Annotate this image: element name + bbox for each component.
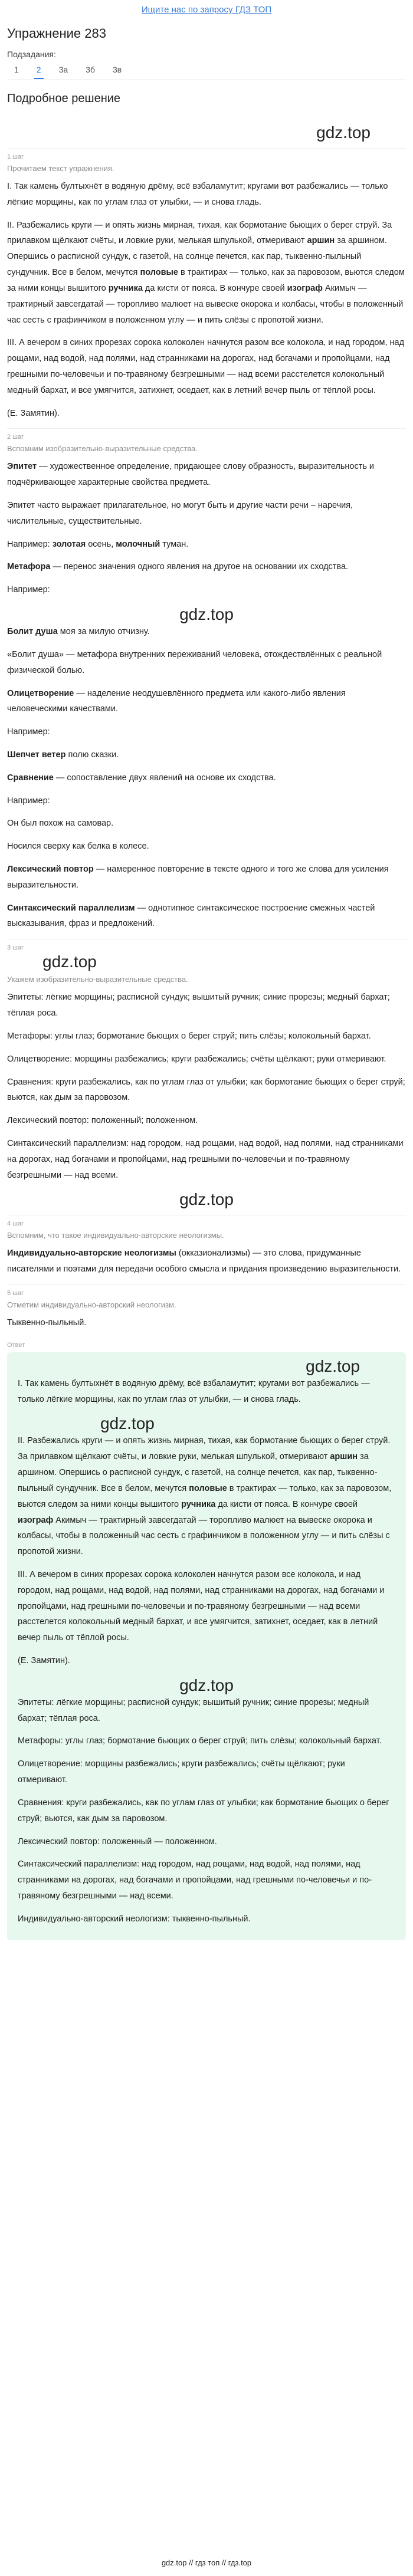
author: (Е. Замятин). — [7, 408, 60, 418]
step-instruction: Прочитаем текст упражнения. — [7, 164, 114, 173]
text-paragraph: III. А вечером в синих прорезах сорока колоколен начнутся разом все колокола, и над городом, над рощами, над водой, над полями, над странниками на дорогах, над богачами и пропойцами, над грешными по-человечьи и по-травяному безгрешными — над всеми расстелется колокольный медный бархат, и все умягчится, затихнет, оседает, как в летний вечер пыль от тёплой росы. — [7, 338, 405, 395]
definition-note: Эпитет часто выражает прилагательное, но могут быть и другие части речи – наречия, числительные, существительные. — [7, 501, 353, 526]
definition: Олицетворение — наделение неодушевлённого предмета или какого-либо явления человеческими качествами. — [7, 688, 346, 714]
tab-2[interactable]: 2 — [34, 64, 44, 79]
watermark: gdz.top — [179, 605, 234, 624]
definition: Синтаксический параллелизм — однотипное синтаксическое построение смежных частей высказывания, фраз и предложений. — [7, 903, 375, 929]
step-label: 3 шаг — [7, 939, 406, 951]
step-label: 4 шаг — [7, 1215, 406, 1227]
example-label: Например: — [7, 727, 50, 737]
step-label: 1 шаг — [7, 148, 406, 160]
section-title: Подробное решение — [7, 92, 121, 105]
tab-3a[interactable]: 3а — [58, 65, 68, 74]
example: Носился сверху как белка в колесе. — [7, 842, 149, 852]
definition: Лексический повтор — намеренное повторение в тексте одного и того же слова для усиления выразительности. — [7, 865, 389, 890]
example-label: Например: — [7, 585, 50, 595]
answer-label: Ответ — [7, 1341, 25, 1349]
step-instruction: Отметим индивидуально-авторский неологизм. — [7, 1300, 176, 1309]
neologism: Тыквенно-пыльный. — [7, 1318, 87, 1328]
list-item: Эпитеты: лёгкие морщины; расписной сундук; вышитый ручник; синие прорезы; медный бархат; тёплая роса. — [7, 993, 390, 1018]
text-paragraph: I. Так камень бултыхнёт в водяную дрёму, всё взбаламутит; кругами вот разбежались — только лёгкие морщины, как по углам глаз от улыбки, — и снова гладь. — [7, 182, 388, 207]
subtask-tabs — [7, 64, 406, 80]
watermark: gdz.top — [316, 123, 371, 142]
text-paragraph: III. А вечером в синих прорезах сорока колоколен начнутся разом все колокола, и над городом, над рощами, над водой, над полями, над странниками на дорогах, над богачами и пропойцами, над грешными по-человечьи и по-травяному безгрешными — над всеми расстелется колокольный медный бархат, и все умягчится, затихнет, оседает, как в летний вечер пыль от тёплой росы. — [18, 1569, 385, 1643]
page-title: Упражнение 283 — [7, 26, 106, 41]
watermark: gdz.top — [306, 1356, 360, 1375]
example: Шепчет ветер полю сказки. — [7, 750, 119, 760]
list-item: Индивидуально-авторский неологизм: тыквенно-пыльный. — [18, 1914, 251, 1924]
list-item: Олицетворение: морщины разбежались; круги разбежались; счёты щёлкают; руки отмеривают. — [18, 1759, 345, 1785]
list-item: Эпитеты: лёгкие морщины; расписной сундук; вышитый ручник; синие прорезы; медный бархат; тёплая роса. — [18, 1697, 369, 1723]
author: (Е. Замятин). — [18, 1656, 70, 1665]
list-item: Сравнения: круги разбежались, как по углам глаз от улыбки; как бормотание бьющих о берег струй; вьются, как дым за паровозом. — [7, 1077, 405, 1103]
definition: Эпитет — художественное определение, придающее слову образность, выразительность и подчёркивающее характерные свойства предмета. — [7, 462, 375, 488]
text-paragraph: II. Разбежались круги — и опять жизнь мирная, тихая, как бормотание бьющих о берег струй. За прилавком щёлкают счёты, и ловкие руки, мелькая шпулькой, отмеривают аршин за аршином. Опершись о расписной сундук, с газетой, на солнце печется, как пар, тыквенно-пыльный сундучник. Все в белом, мечутся половые в трактирах — только, как за паровозом, вьются следом за ними концы вышитого ручника да кисти от пояса. В кончуре своей изограф Акимыч — трактирный завсегдатай — торопливо малюет на вывеске окорока и колбасы, чтобы в положенный час сесть с графинчиком в положенном углу — и пить слёзы с пропотой жизни. — [18, 1436, 392, 1557]
step-label: 5 шаг — [7, 1284, 406, 1297]
list-item: Олицетворение: морщины разбежались; круги разбежались; счёты щёлкают; руки отмеривают. — [7, 1054, 386, 1064]
watermark: gdz.top — [100, 1414, 155, 1433]
list-item: Метафоры: углы глаз; бормотание бьющих о берег струй; пить слёзы; колокольный бархат. — [7, 1031, 371, 1041]
list-item: Синтаксический параллелизм: над городом, над рощами, над водой, над полями, над странниками на дорогах, над богачами и пропойцами, над грешными по-человечьи и по-травяному безгрешными — над всеми. — [18, 1859, 372, 1901]
watermark: gdz.top — [179, 1675, 234, 1694]
example: Болит душа моя за милую отчизну. — [7, 627, 150, 637]
list-item: Синтаксический параллелизм: над городом, над рощами, над водой, над полями, над странниками на дорогах, над богачами и пропойцами, над грешными по-человечьи и по-травяному безгрешными — над всеми. — [7, 1138, 404, 1180]
list-item: Лексический повтор: положенный — положенном. — [18, 1836, 217, 1846]
example: Например: золотая осень, молочный туман. — [7, 539, 189, 549]
footer-watermark: gdz.top // гдз топ // гдз.top — [161, 2558, 252, 2567]
tab-3b[interactable]: 3б — [86, 65, 95, 74]
definition: Сравнение — сопоставление двух явлений на основе их сходства. — [7, 773, 276, 783]
list-item: Сравнения: круги разбежались, как по углам глаз от улыбки; как бормотание бьющих о берег струй; вьются, как дым за паровозом. — [18, 1798, 389, 1823]
example-explanation: «Болит душа» — метафора внутренних переживаний человека, отождествлённых с реальной физической болью. — [7, 649, 382, 675]
list-item: Метафоры: углы глаз; бормотание бьющих о берег струй; пить слёзы; колокольный бархат. — [18, 1736, 382, 1746]
watermark: gdz.top — [179, 1190, 234, 1209]
step-label: 2 шаг — [7, 428, 406, 441]
example: Он был похож на самовар. — [7, 819, 114, 829]
exercise-content — [7, 20, 406, 1940]
watermark: gdz.top — [42, 952, 97, 971]
text-paragraph: II. Разбежались круги — и опять жизнь мирная, тихая, как бормотание бьющих о берег струй. За прилавком щёлкают счёты, и ловкие руки, мелькая шпулькой, отмеривают аршин за аршином. Опершись о расписной сундук, с газетой, на солнце печется, как пар, тыквенно-пыльный сундучник. Все в белом, мечутся половые в трактирах — только, как за паровозом, вьются следом за ними концы вышитого ручника да кисти от пояса. В кончуре своей изограф Акимыч — трактирный завсегдатай — торопливо малюет на вывеске окорока и колбасы, чтобы в положенный час сесть с графинчиком в положенном углу — и пить слёзы с пропотой жизни. — [7, 220, 405, 325]
text-paragraph: I. Так камень бултыхнёт в водяную дрёму, всё взбаламутит; кругами вот разбежались — только лёгкие морщины, как по углам глаз от улыбки, — и снова гладь. — [18, 1378, 370, 1404]
definition: Метафора — перенос значения одного явления на другое на основании их сходства. — [7, 562, 349, 572]
step-instruction: Вспомним изобразительно-выразительные средства. — [7, 444, 198, 454]
definition: Индивидуально-авторские неологизмы (окказионализмы) — это слова, придуманные писателями и поэтами для передачи особого смысла и придания произведению выразительности. — [7, 1248, 401, 1274]
tab-3v[interactable]: 3в — [112, 65, 122, 74]
top-banner — [0, 0, 413, 20]
step-instruction: Вспомним, что такое индивидуально-авторские неологизмы. — [7, 1231, 224, 1240]
search-hint-link[interactable]: Ищите нас по запросу ГДЗ ТОП — [141, 5, 272, 15]
answer-box — [7, 1352, 406, 1940]
list-item: Лексический повтор: положенный; положенном. — [7, 1116, 198, 1126]
tab-1[interactable]: 1 — [14, 65, 19, 74]
subsections-label: Подзадания: — [7, 50, 56, 59]
step-instruction: Укажем изобразительно-выразительные средства. — [7, 975, 188, 984]
example-label: Например: — [7, 796, 50, 806]
